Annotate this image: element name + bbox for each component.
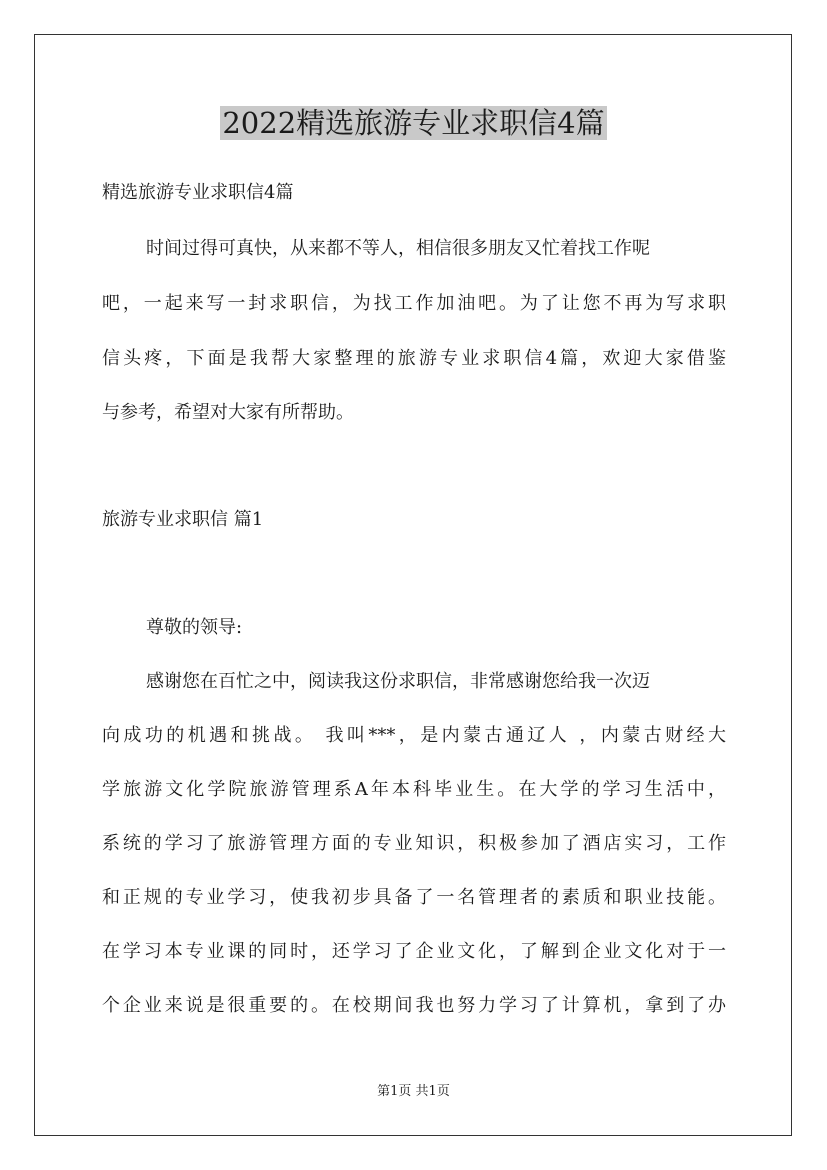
body-line-1: 感谢您在百忙之中，阅读我这份求职信，非常感谢您给我一次迈 bbox=[146, 671, 650, 692]
body-line-3: 学旅游文化学院旅游管理系A年本科毕业生。在大学的学习生活中， bbox=[102, 779, 726, 800]
body-line-2: 向成功的机遇和挑战。 我叫***，是内蒙古通辽人 ，内蒙古财经大 bbox=[102, 725, 726, 746]
document-subtitle: 精选旅游专业求职信4篇 bbox=[102, 182, 294, 203]
intro-line-3: 信头疼，下面是我帮大家整理的旅游专业求职信4篇，欢迎大家借鉴 bbox=[102, 348, 726, 369]
salutation: 尊敬的领导: bbox=[146, 617, 243, 638]
intro-line-4: 与参考，希望对大家有所帮助。 bbox=[102, 402, 354, 423]
body-line-5: 和正规的专业学习，使我初步具备了一名管理者的素质和职业技能。 bbox=[102, 887, 726, 908]
intro-line-1: 时间过得可真快，从来都不等人，相信很多朋友又忙着找工作呢 bbox=[146, 238, 650, 259]
section-heading: 旅游专业求职信 篇1 bbox=[102, 509, 264, 530]
body-line-7: 个企业来说是很重要的。在校期间我也努力学习了计算机，拿到了办 bbox=[102, 995, 726, 1016]
body-line-6: 在学习本专业课的同时，还学习了企业文化，了解到企业文化对于一 bbox=[102, 941, 726, 962]
intro-line-2: 吧，一起来写一封求职信，为找工作加油吧。为了让您不再为写求职 bbox=[102, 293, 726, 314]
page-footer: 第1页 共1页 bbox=[377, 1084, 450, 1099]
body-line-4: 系统的学习了旅游管理方面的专业知识，积极参加了酒店实习，工作 bbox=[102, 833, 726, 854]
document-title: 2022精选旅游专业求职信4篇 bbox=[222, 106, 605, 140]
